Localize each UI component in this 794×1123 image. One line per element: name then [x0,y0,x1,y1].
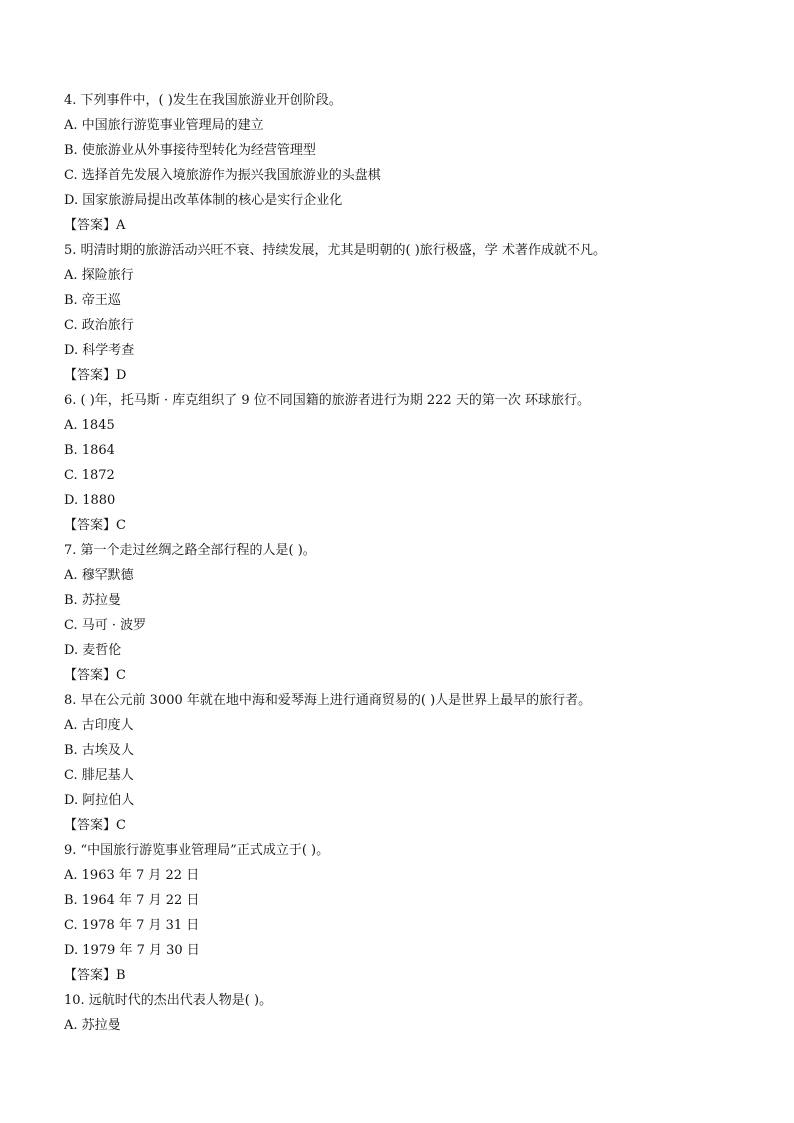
question-list [64,88,744,1038]
question-5-option-a: A. 探险旅行 [64,268,134,283]
question-4-option-a: A. 中国旅行游览事业管理局的建立 [64,118,264,133]
question-5-option-c: C. 政治旅行 [64,318,134,333]
question-4-stem: 4. 下列事件中，( )发生在我国旅游业开创阶段。 [64,93,342,108]
question-8-option-c: C. 腓尼基人 [64,768,134,783]
question-9-stem: 9. “中国旅行游览事业管理局”正式成立于( )。 [64,843,330,858]
question-5-answer: 【答案】D [64,368,127,383]
question-6-option-b: B. 1864 [64,443,115,458]
question-5-stem: 5. 明清时期的旅游活动兴旺不衰、持续发展，尤其是明朝的( )旅行极盛，学 术著作成就不凡。 [64,243,606,258]
question-7-answer: 【答案】C [64,668,126,683]
question-8-option-a: A. 古印度人 [64,718,134,733]
question-6-answer: 【答案】C [64,518,126,533]
question-9-option-c: C. 1978 年 7 月 31 日 [64,918,200,933]
question-4-answer: 【答案】A [64,218,126,233]
question-8-stem: 8. 早在公元前 3000 年就在地中海和爱琴海上进行通商贸易的( )人是世界上最早的旅行者。 [64,693,592,708]
question-10-option-a: A. 苏拉曼 [64,1018,121,1033]
question-4-option-c: C. 选择首先发展入境旅游作为振兴我国旅游业的头盘棋 [64,168,381,183]
question-6-option-c: C. 1872 [64,468,115,483]
question-5-option-b: B. 帝王巡 [64,293,121,308]
question-4-option-b: B. 使旅游业从外事接待型转化为经营管理型 [64,143,316,158]
question-8-option-b: B. 古埃及人 [64,743,134,758]
question-6-option-d: D. 1880 [64,493,116,508]
question-9-option-a: A. 1963 年 7 月 22 日 [64,868,200,883]
question-7-option-d: D. 麦哲伦 [64,643,122,658]
question-7-option-c: C. 马可 · 波罗 [64,618,147,633]
question-4-option-d: D. 国家旅游局提出改革体制的核心是实行企业化 [64,193,343,208]
question-10-stem: 10. 远航时代的杰出代表人物是( )。 [64,993,273,1008]
question-7-option-a: A. 穆罕默德 [64,568,134,583]
question-6-stem: 6. ( )年，托马斯 · 库克组织了 9 位不同国籍的旅游者进行为期 222 天的第一次 环球旅行。 [64,393,590,408]
question-8-option-d: D. 阿拉伯人 [64,793,135,808]
question-5-option-d: D. 科学考查 [64,343,135,358]
question-9-option-b: B. 1964 年 7 月 22 日 [64,893,200,908]
question-7-stem: 7. 第一个走过丝绸之路全部行程的人是( )。 [64,543,316,558]
question-9-answer: 【答案】B [64,968,126,983]
question-8-answer: 【答案】C [64,818,126,833]
question-7-option-b: B. 苏拉曼 [64,593,121,608]
question-6-option-a: A. 1845 [64,418,115,433]
question-9-option-d: D. 1979 年 7 月 30 日 [64,943,200,958]
